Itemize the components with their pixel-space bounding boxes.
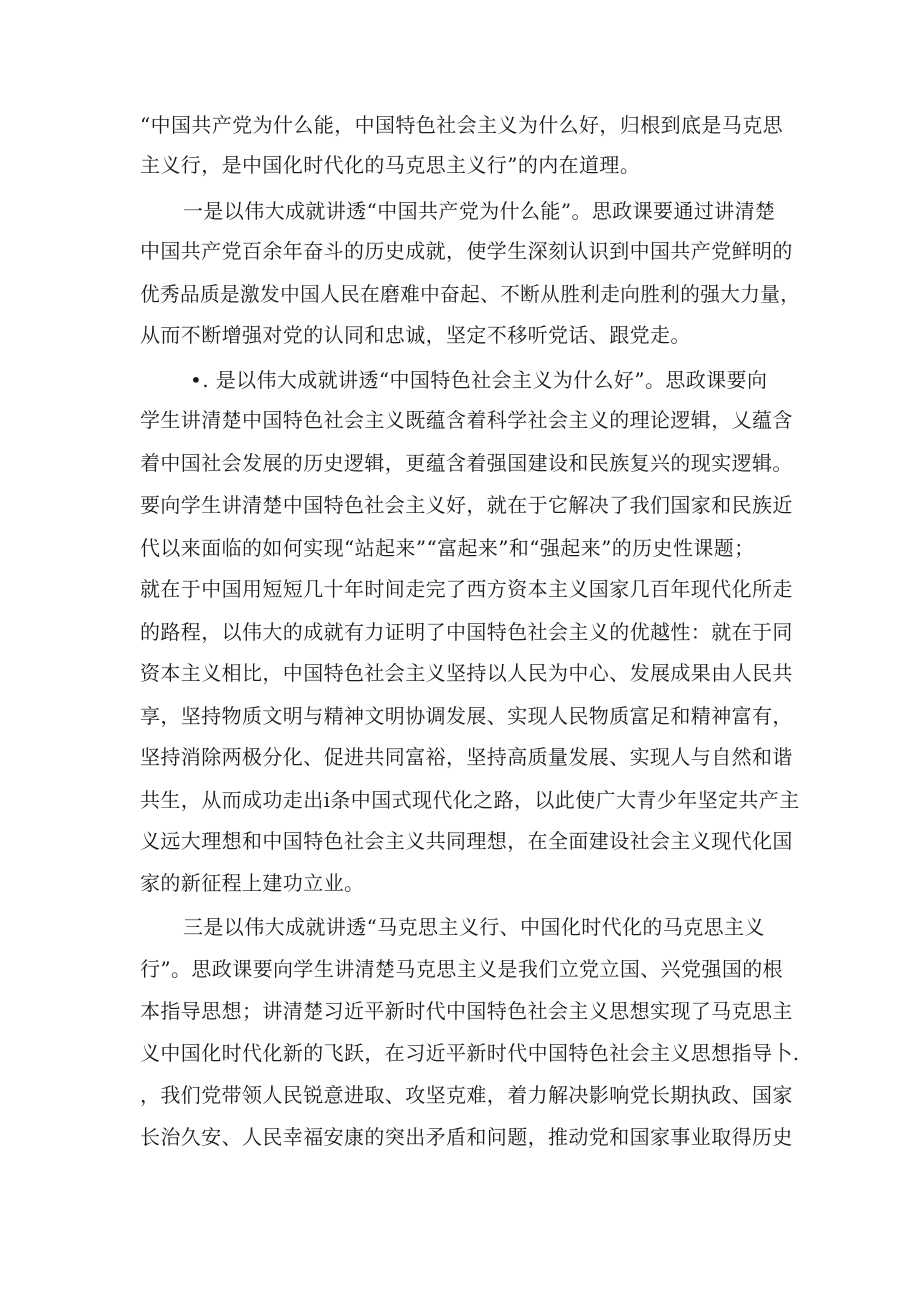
paragraph-start-line: 三是以伟大成就讲透“马克思主义行、中国化时代化的马克思主义 (183, 915, 765, 939)
text-line: 共生，从而成功走出i条中国式现代化之路，以此使广大青少年坚定共产主 (140, 788, 800, 812)
text-line: 家的新征程上建功立业。 (140, 871, 365, 895)
text-line: 着中国社会发展的历史逻辑，更蕴含着强国建设和民族复兴的现实逻辑。 (140, 451, 793, 475)
paragraph-start-line: •. 是以伟大成就讲透“中国特色社会主义为什么好”。思政课要向 (190, 368, 768, 392)
text-line: 中国共产党百余年奋斗的历史成就，使学生深刻认识到中国共产党鲜明的 (140, 239, 793, 263)
text-line: 代以来面临的如何实现“站起来”“富起来”和“强起来”的历史性课题； (140, 536, 755, 560)
text-line: ，我们党带领人民锐意进取、攻坚克难，着力解决影响党长期执政、国家 (140, 1083, 793, 1107)
text-line: 的路程，以伟大的成就有力证明了中国特色社会主义的优越性：就在于同 (140, 620, 793, 644)
text-line: “中国共产党为什么能，中国特色社会主义为什么好，归根到底是马克思 (140, 113, 784, 137)
text-line: 长治久安、人民幸福安康的突出矛盾和问题，推动党和国家事业取得历史 (140, 1125, 793, 1149)
paragraph-start-line: 一是以伟大成就讲透“中国共产党为什么能”。思政课要通过讲清楚 (183, 199, 776, 223)
text-line: 坚持消除两极分化、促进共同富裕，坚持高质量发展、实现人与自然和谐 (140, 745, 793, 769)
text-line: 优秀品质是激发中国人民在磨难中奋起、不断从胜利走向胜利的强大力量， (140, 283, 801, 306)
text-line: 从而不断增强对党的认同和忠诚，坚定不移听党话、跟党走。 (140, 323, 691, 347)
text-line: 要向学生讲清楚中国特色社会主义好，就在于它解决了我们国家和民族近 (140, 493, 793, 517)
text-line: 学生讲清楚中国特色社会主义既蕴含着科学社会主义的理论逻辑，乂蕴含 (140, 408, 793, 432)
text-line: 享，坚持物质文明与精神文明协调发展、实现人民物质富足和精神富有， (140, 704, 793, 728)
text-line: 资本主义相比，中国特色社会主义坚持以人民为中心、发展成果由人民共 (140, 661, 793, 685)
text-line: 就在于中国用短短几十年时间走完了西方资本主义国家几百年现代化所走 (140, 577, 793, 601)
text-line: 行”。思政课要向学生讲清楚马克思主义是我们立党立国、兴党强国的根 (140, 957, 784, 981)
text-line: 义中国化时代化新的飞跃，在习近平新时代中国特色社会主义思想指导卜. (140, 1041, 800, 1065)
text-line: 义远大理想和中国特色社会主义共同理想，在全面建设社会主义现代化国 (140, 829, 793, 853)
text-line: 主义行，是中国化时代化的马克思主义行”的内在道理。 (140, 153, 641, 177)
text-line: 本指导思想；讲清楚习近平新时代中国特色社会主义思想实现了马克思主 (140, 999, 793, 1023)
